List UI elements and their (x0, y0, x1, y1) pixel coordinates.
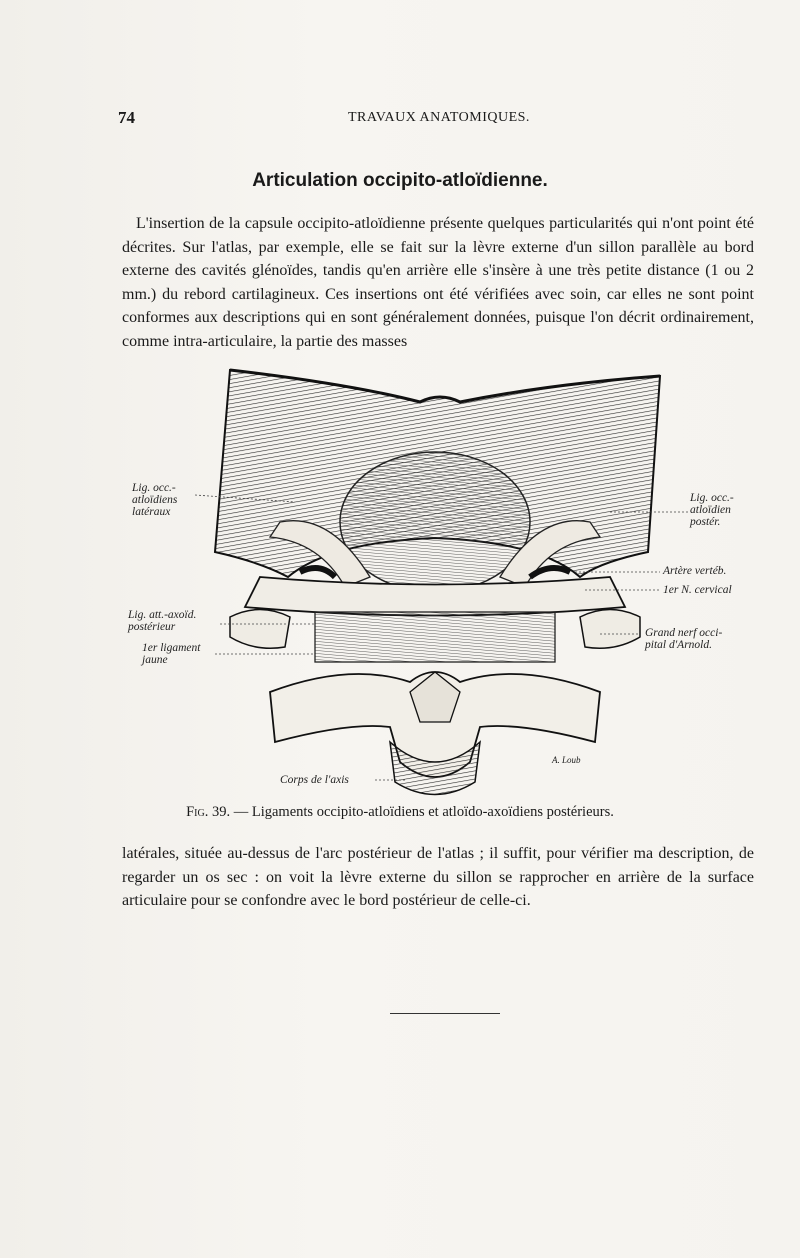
label-lig-atloido-axoidien: Lig. att.-axoïd. postérieur (128, 609, 197, 633)
figure-caption (0, 804, 800, 821)
label-lig-occ-posterieur: Lig. occ.- atloïdien postér. (690, 492, 734, 528)
section-divider (390, 1013, 500, 1014)
page-number: 74 (118, 108, 135, 127)
page-header (118, 108, 738, 130)
label-artere-vertebrale: Artère vertéb. (663, 565, 727, 577)
atlanto-occipital-capsule (340, 452, 530, 592)
label-grand-nerf-arnold: Grand nerf occi- pital d'Arnold. (645, 627, 723, 651)
ligamentum-flavum (315, 612, 555, 662)
engraver-signature: A. Loub (552, 755, 581, 765)
caption-text: — Ligaments occipito-atloïdiens et atloïdo-axoïdiens postérieurs. (230, 804, 614, 820)
section-title: Articulation occipito-atloïdienne. (252, 170, 548, 191)
label-ligament-jaune: 1er ligament jaune (142, 642, 201, 666)
running-head: TRAVAUX ANATOMIQUES. (348, 110, 530, 125)
figure-number: Fig. 39. (186, 804, 231, 820)
anatomical-engraving (120, 362, 750, 802)
label-corps-axis: Corps de l'axis (280, 774, 349, 786)
paragraph-1: L'insertion de la capsule occipito-atloïdienne présente quelques particularités qui n'ont point été décrites. Sur l'atlas, par exemple, elle se fait sur la lèvre externe d'un sillon parallèle au bord externe des cavités glénoïdes, tandis qu'en arrière elle s'insère à une très petite distance (1 ou 2 mm.) du rebord cartilagineux. Ces insertions ont été vérifiées avec soin, car elles ne sont point conformes aux descriptions qui en sont généralement données, puisque l'on décrit ordinairement, comme intra-articulaire, la partie des masses (122, 215, 754, 350)
anatomical-figure (120, 362, 750, 802)
paragraph-2: latérales, située au-dessus de l'arc postérieur de l'atlas ; il suffit, pour vérifier ma description, de regarder un os sec : on voit la lèvre externe du sillon se rapprocher en arrière de la surface articulaire pour se confondre avec le bord postérieur de celle-ci. (122, 845, 754, 909)
label-nerf-cervical: 1er N. cervical (663, 584, 732, 596)
label-lig-occ-lateraux: Lig. occ.- atloïdiens latéraux (132, 482, 178, 518)
